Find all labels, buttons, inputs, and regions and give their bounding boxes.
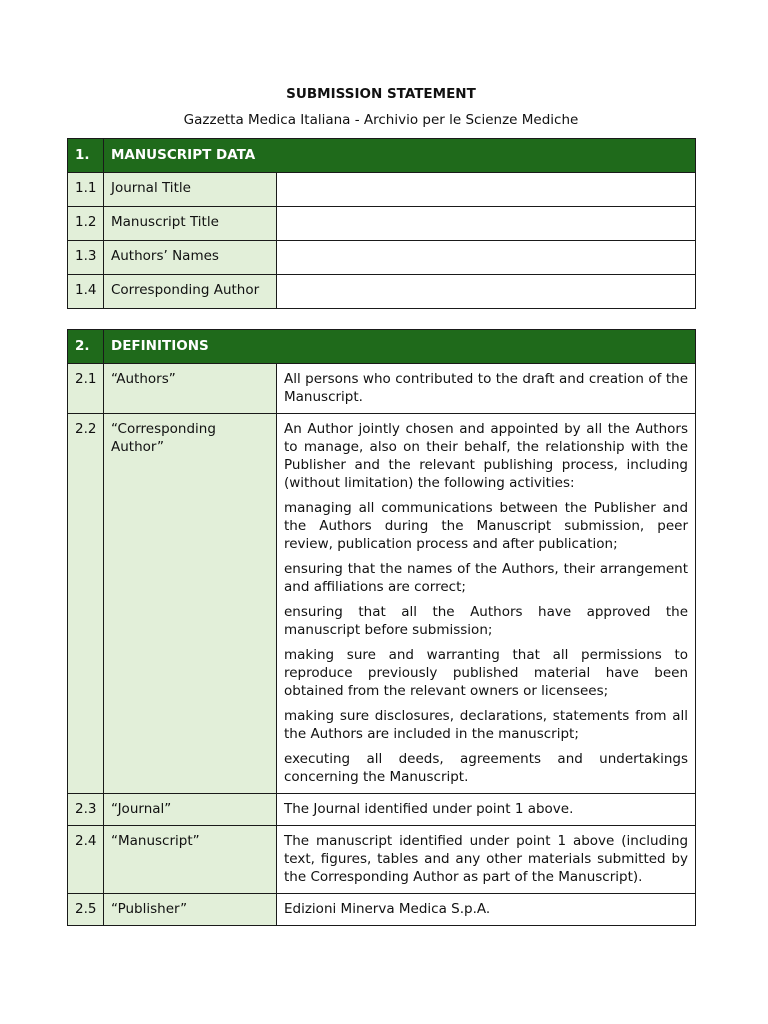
corresponding-author-field[interactable] [277,275,696,309]
row-number: 1.3 [68,241,104,275]
row-label: “Publisher” [104,894,277,926]
table-row [68,826,696,894]
row-number: 2.3 [68,794,104,826]
row-label: “Manuscript” [104,826,277,894]
table-row [68,207,696,241]
section-title: MANUSCRIPT DATA [104,139,696,173]
row-label: “Journal” [104,794,277,826]
row-number: 1.2 [68,207,104,241]
definition-paragraph: All persons who contributed to the draft and creation of the Manuscript. [284,371,689,405]
row-number: 2.5 [68,894,104,926]
table-row [68,275,696,309]
definition-paragraph: executing all deeds, agreements and undertakings concerning the Manuscript. [284,751,689,785]
definition-paragraph: Edizioni Minerva Medica S.p.A. [284,901,491,917]
manuscript-data-table [67,138,696,309]
row-label: Corresponding Author [104,275,277,309]
definition-paragraph: managing all communications between the Publisher and the Authors during the Manuscript submission, peer review, publication process and after publication; [284,500,689,552]
row-label: Journal Title [104,173,277,207]
table-row [68,173,696,207]
section-header [68,330,696,364]
table-row [68,364,696,414]
section-header [68,139,696,173]
table-row [68,414,696,794]
section-number: 2. [68,330,104,364]
section-number: 1. [68,139,104,173]
definition-text [277,414,696,794]
row-label: “Authors” [104,364,277,414]
row-number: 2.2 [68,414,104,794]
row-label: “Corresponding Author” [104,414,277,794]
row-label: Manuscript Title [104,207,277,241]
definition-text [277,364,696,414]
document-title: SUBMISSION STATEMENT [286,86,476,102]
definition-paragraph: An Author jointly chosen and appointed by all the Authors to manage, also on their behalf, the relationship with the Publisher and the relevant publishing process, including (without limitation) the following activities: [284,421,689,491]
row-number: 2.4 [68,826,104,894]
document-subtitle: Gazzetta Medica Italiana - Archivio per le Scienze Mediche [183,112,579,128]
journal-title-field[interactable] [277,173,696,207]
table-row [68,241,696,275]
definition-paragraph: The manuscript identified under point 1 above (including text, figures, tables and any other materials submitted by the Corresponding Author as part of the Manuscript). [284,833,689,885]
definitions-table [67,329,696,926]
definition-paragraph: ensuring that the names of the Authors, their arrangement and affiliations are correct; [284,561,689,595]
manuscript-title-field[interactable] [277,207,696,241]
table-row [68,794,696,826]
definition-paragraph: The Journal identified under point 1 above. [284,801,574,817]
row-number: 1.1 [68,173,104,207]
authors-names-field[interactable] [277,241,696,275]
definition-paragraph: making sure disclosures, declarations, statements from all the Authors are included in the manuscript; [284,708,689,742]
table-row [68,894,696,926]
definition-text [277,794,696,826]
row-number: 2.1 [68,364,104,414]
definition-paragraph: ensuring that all the Authors have approved the manuscript before submission; [284,604,689,638]
definition-text [277,826,696,894]
definition-paragraph: making sure and warranting that all permissions to reproduce previously published material have been obtained from the relevant owners or licensees; [284,647,689,699]
row-label: Authors’ Names [104,241,277,275]
definition-text [277,894,696,926]
section-title: DEFINITIONS [104,330,696,364]
row-number: 1.4 [68,275,104,309]
